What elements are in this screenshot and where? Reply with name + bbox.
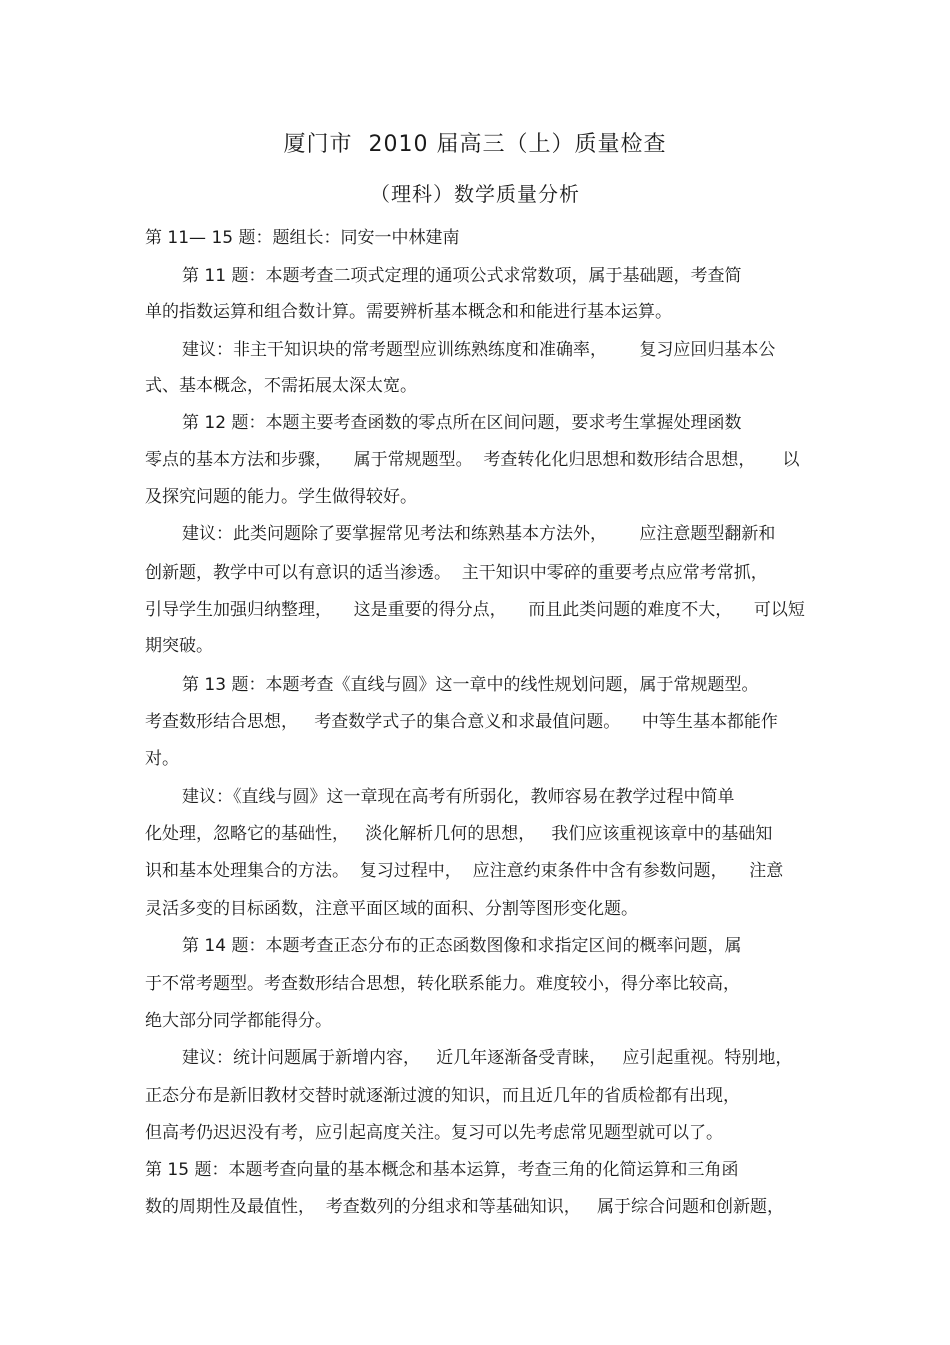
- paragraph-line: 于不常考题型。考查数形结合思想，转化联系能力。难度较小，得分率比较高，: [145, 974, 740, 994]
- paragraph-line: 建议：《直线与圆》这一章现在高考有所弱化，教师容易在教学过程中简单: [182, 787, 735, 807]
- paragraph-line: 第 14 题：本题考查正态分布的正态函数图像和求指定区间的概率问题，属: [182, 936, 742, 956]
- paragraph-line: 化处理，忽略它的基础性， 淡化解析几何的思想， 我们应该重视该章中的基础知: [145, 824, 773, 844]
- paragraph-line: 第 12 题：本题主要考查函数的零点所在区间问题，要求考生掌握处理函数: [182, 413, 742, 433]
- paragraph-line: 数的周期性及最值性， 考查数列的分组求和等基础知识， 属于综合问题和创新题，: [145, 1197, 785, 1217]
- paragraph-line: 引导学生加强归纳整理， 这是重要的得分点， 而且此类问题的难度不大， 可以短: [145, 600, 805, 620]
- document-title: 厦门市 2010 届高三（上）质量检查: [283, 132, 667, 157]
- paragraph-line: 建议：非主干知识块的常考题型应训练熟练度和准确率， 复习应回归基本公: [182, 340, 776, 360]
- paragraph-line: 创新题，教学中可以有意识的适当渗透。 主干知识中零碎的重要考点应常考常抓，: [145, 563, 768, 583]
- paragraph-line: 单的指数运算和组合数计算。需要辨析基本概念和和能进行基本运算。: [145, 302, 672, 322]
- section-heading: 第 11— 15 题：题组长：同安一中林建南: [145, 228, 460, 248]
- paragraph-line: 考查数形结合思想， 考查数学式子的集合意义和求最值问题。 中等生基本都能作: [145, 712, 778, 732]
- paragraph-line: 式、基本概念，不需拓展太深太宽。: [145, 376, 417, 396]
- paragraph-line: 识和基本处理集合的方法。 复习过程中， 应注意约束条件中含有参数问题， 注意: [145, 861, 784, 881]
- paragraph-line: 及探究问题的能力。学生做得较好。: [145, 487, 417, 507]
- document-subtitle: （理科）数学质量分析: [370, 182, 580, 206]
- paragraph-line: 对。: [145, 749, 179, 769]
- paragraph-line: 第 11 题：本题考查二项式定理的通项公式求常数项，属于基础题，考查简: [182, 266, 742, 286]
- paragraph-line: 但高考仍迟迟没有考，应引起高度关注。复习可以先考虑常见题型就可以了。: [145, 1123, 723, 1143]
- paragraph-line: 建议：统计问题属于新增内容， 近几年逐渐备受青睐， 应引起重视。特别地，: [182, 1048, 793, 1068]
- paragraph-line: 绝大部分同学都能得分。: [145, 1011, 332, 1031]
- paragraph-line: 零点的基本方法和步骤， 属于常规题型。 考查转化化归思想和数形结合思想， 以: [145, 450, 800, 470]
- paragraph-line: 期突破。: [145, 636, 213, 656]
- paragraph-line: 建议：此类问题除了要掌握常见考法和练熟基本方法外， 应注意题型翻新和: [182, 524, 776, 544]
- paragraph-line: 第 15 题：本题考查向量的基本概念和基本运算，考查三角的化简运算和三角函: [145, 1160, 739, 1180]
- paragraph-line: 灵活多变的目标函数，注意平面区域的面积、分割等图形变化题。: [145, 899, 638, 919]
- paragraph-line: 第 13 题：本题考查《直线与圆》这一章中的线性规划问题，属于常规题型。: [182, 675, 759, 695]
- paragraph-line: 正态分布是新旧教材交替时就逐渐过渡的知识，而且近几年的省质检都有出现，: [145, 1086, 740, 1106]
